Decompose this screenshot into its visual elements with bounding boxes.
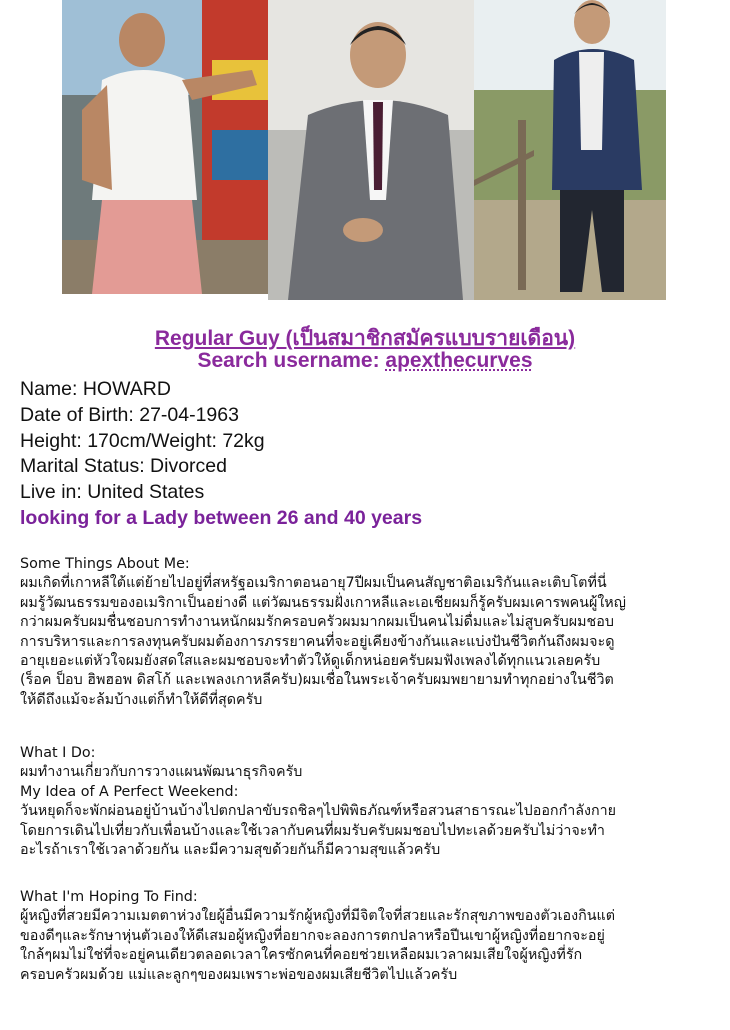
hoping-line: ครอบครัวผมด้วย แม่และลูกๆของผมเพราะพ่อของผมเสียชีวิตไปแล้วครับ <box>20 966 458 983</box>
about-line: กว่าผมครับผมชื่นชอบการทำงานหนักผมรักครอบครัวผมมากผมเป็นคนไม่ดื่มและไม่สูบครับผมชอบ <box>20 614 614 631</box>
what-i-do-label: What I Do: <box>20 745 96 761</box>
membership-title: Regular Guy (เป็นสมาชิกสมัครแบบรายเดือน) <box>154 327 576 350</box>
name-field: Name: HOWARD <box>20 378 171 400</box>
weekend-label: My Idea of A Perfect Weekend: <box>20 783 239 800</box>
about-line: ผมรู้วัฒนธรรมของอเมริกาเป็นอย่างดี แต่วัฒนธรรมฝั่งเกาหลีและเอเชียผมก็รู้ครับผมเคารพคนผู้ใหญ่ <box>20 594 626 611</box>
weekend-line: อะไรถ้าเราใช้เวลาด้วยกัน และมีความสุขด้วยกันก็มีความสุขแล้วครับ <box>20 842 441 859</box>
hoping-section <box>20 888 710 985</box>
profile-photo-suit <box>268 0 474 300</box>
about-section <box>20 555 710 710</box>
about-line: ผมเกิดที่เกาหลีใต้แต่ย้ายไปอยู่ที่สหรัฐอเมริกาตอนอายุ7ปีผมเป็นคนสัญชาติอเมริกันและเติบโตที่นี่ <box>20 575 607 592</box>
profile-facts <box>20 377 422 532</box>
profile-photo-casual <box>62 0 268 294</box>
search-username-label: Search username: <box>197 349 386 372</box>
about-line: การบริหารและการลงทุนครับผมต้องการภรรยาคนที่จะอยู่เคียงข้างกันและแบ่งปันชีวิตกันถึงผมจะดู <box>20 633 615 650</box>
hoping-line: ของดีๆและรักษาหุ่นตัวเองให้ดีเสมอผู้หญิงที่อยากจะลองการตกปลาหรือปีนเขาผู้หญิงที่อยากจะอยู่ <box>20 927 605 944</box>
about-line: (ร็อค ป็อบ ฮิพฮอพ ดิสโก้ และเพลงเกาหลีครับ)ผมเชื่อในพระเจ้าครับผมพยายามทำทุกอย่างในชีวิต <box>20 672 614 689</box>
weekend-line: โดยการเดินไปเที่ยวกับเพื่อนบ้างและใช้เวลากับคนที่ผมรับครับผมชอบไปทะเลด้วยครับไม่ว่าจะทำ <box>20 822 605 839</box>
profile-photos <box>62 0 666 300</box>
looking-for-field: looking for a Lady between 26 and 40 years <box>20 506 423 529</box>
about-label: Some Things About Me: <box>20 556 190 572</box>
hoping-line: ผู้หญิงที่สวยมีความเมตตาห่วงใยผู้อื่นมีความรักผู้หญิงที่มีจิตใจที่สวยและรักสุขภาพของตัวเองกินแต่ <box>20 908 616 925</box>
weekend-line: วันหยุดก็จะพักผ่อนอยู่บ้านบ้างไปตกปลาขับรถชิลๆไปพิพิธภัณฑ์หรือสวนสาธารณะไปออกกำลังกาย <box>20 803 617 820</box>
what-i-do-text: ผมทำงานเกี่ยวกับการวางแผนพัฒนาธุรกิจครับ <box>20 764 303 781</box>
search-username-line <box>0 349 730 373</box>
marital-status-field: Marital Status: Divorced <box>20 455 227 478</box>
about-line: ให้ดีถึงแม้จะล้มบ้างแต่ก็ทำให้ดีที่สุดครับ <box>20 691 263 708</box>
hoping-label: What I'm Hoping To Find: <box>20 889 198 905</box>
height-weight-field: Height: 170cm/Weight: 72kg <box>20 429 265 452</box>
username-link[interactable]: apexthecurves <box>385 349 533 372</box>
dob-field: Date of Birth: 27-04-1963 <box>20 403 239 426</box>
profile-photo-outdoor <box>474 0 666 300</box>
live-in-field: Live in: United States <box>20 481 205 504</box>
about-line: อายุเยอะแต่หัวใจผมยังสดใสและผมชอบจะทำตัวให้ดูเด็กหน่อยครับผมฟังเพลงได้ทุกแนวเลยครับ <box>20 653 601 670</box>
what-i-do-section <box>20 744 710 860</box>
hoping-line: ใกล้ๆผมไม่ใช่ที่จะอยู่คนเดียวตลอดเวลาใครซักคนที่คอยช่วยเหลือผมเวลาผมเสียใจผู้หญิงที่รัก <box>20 947 583 964</box>
